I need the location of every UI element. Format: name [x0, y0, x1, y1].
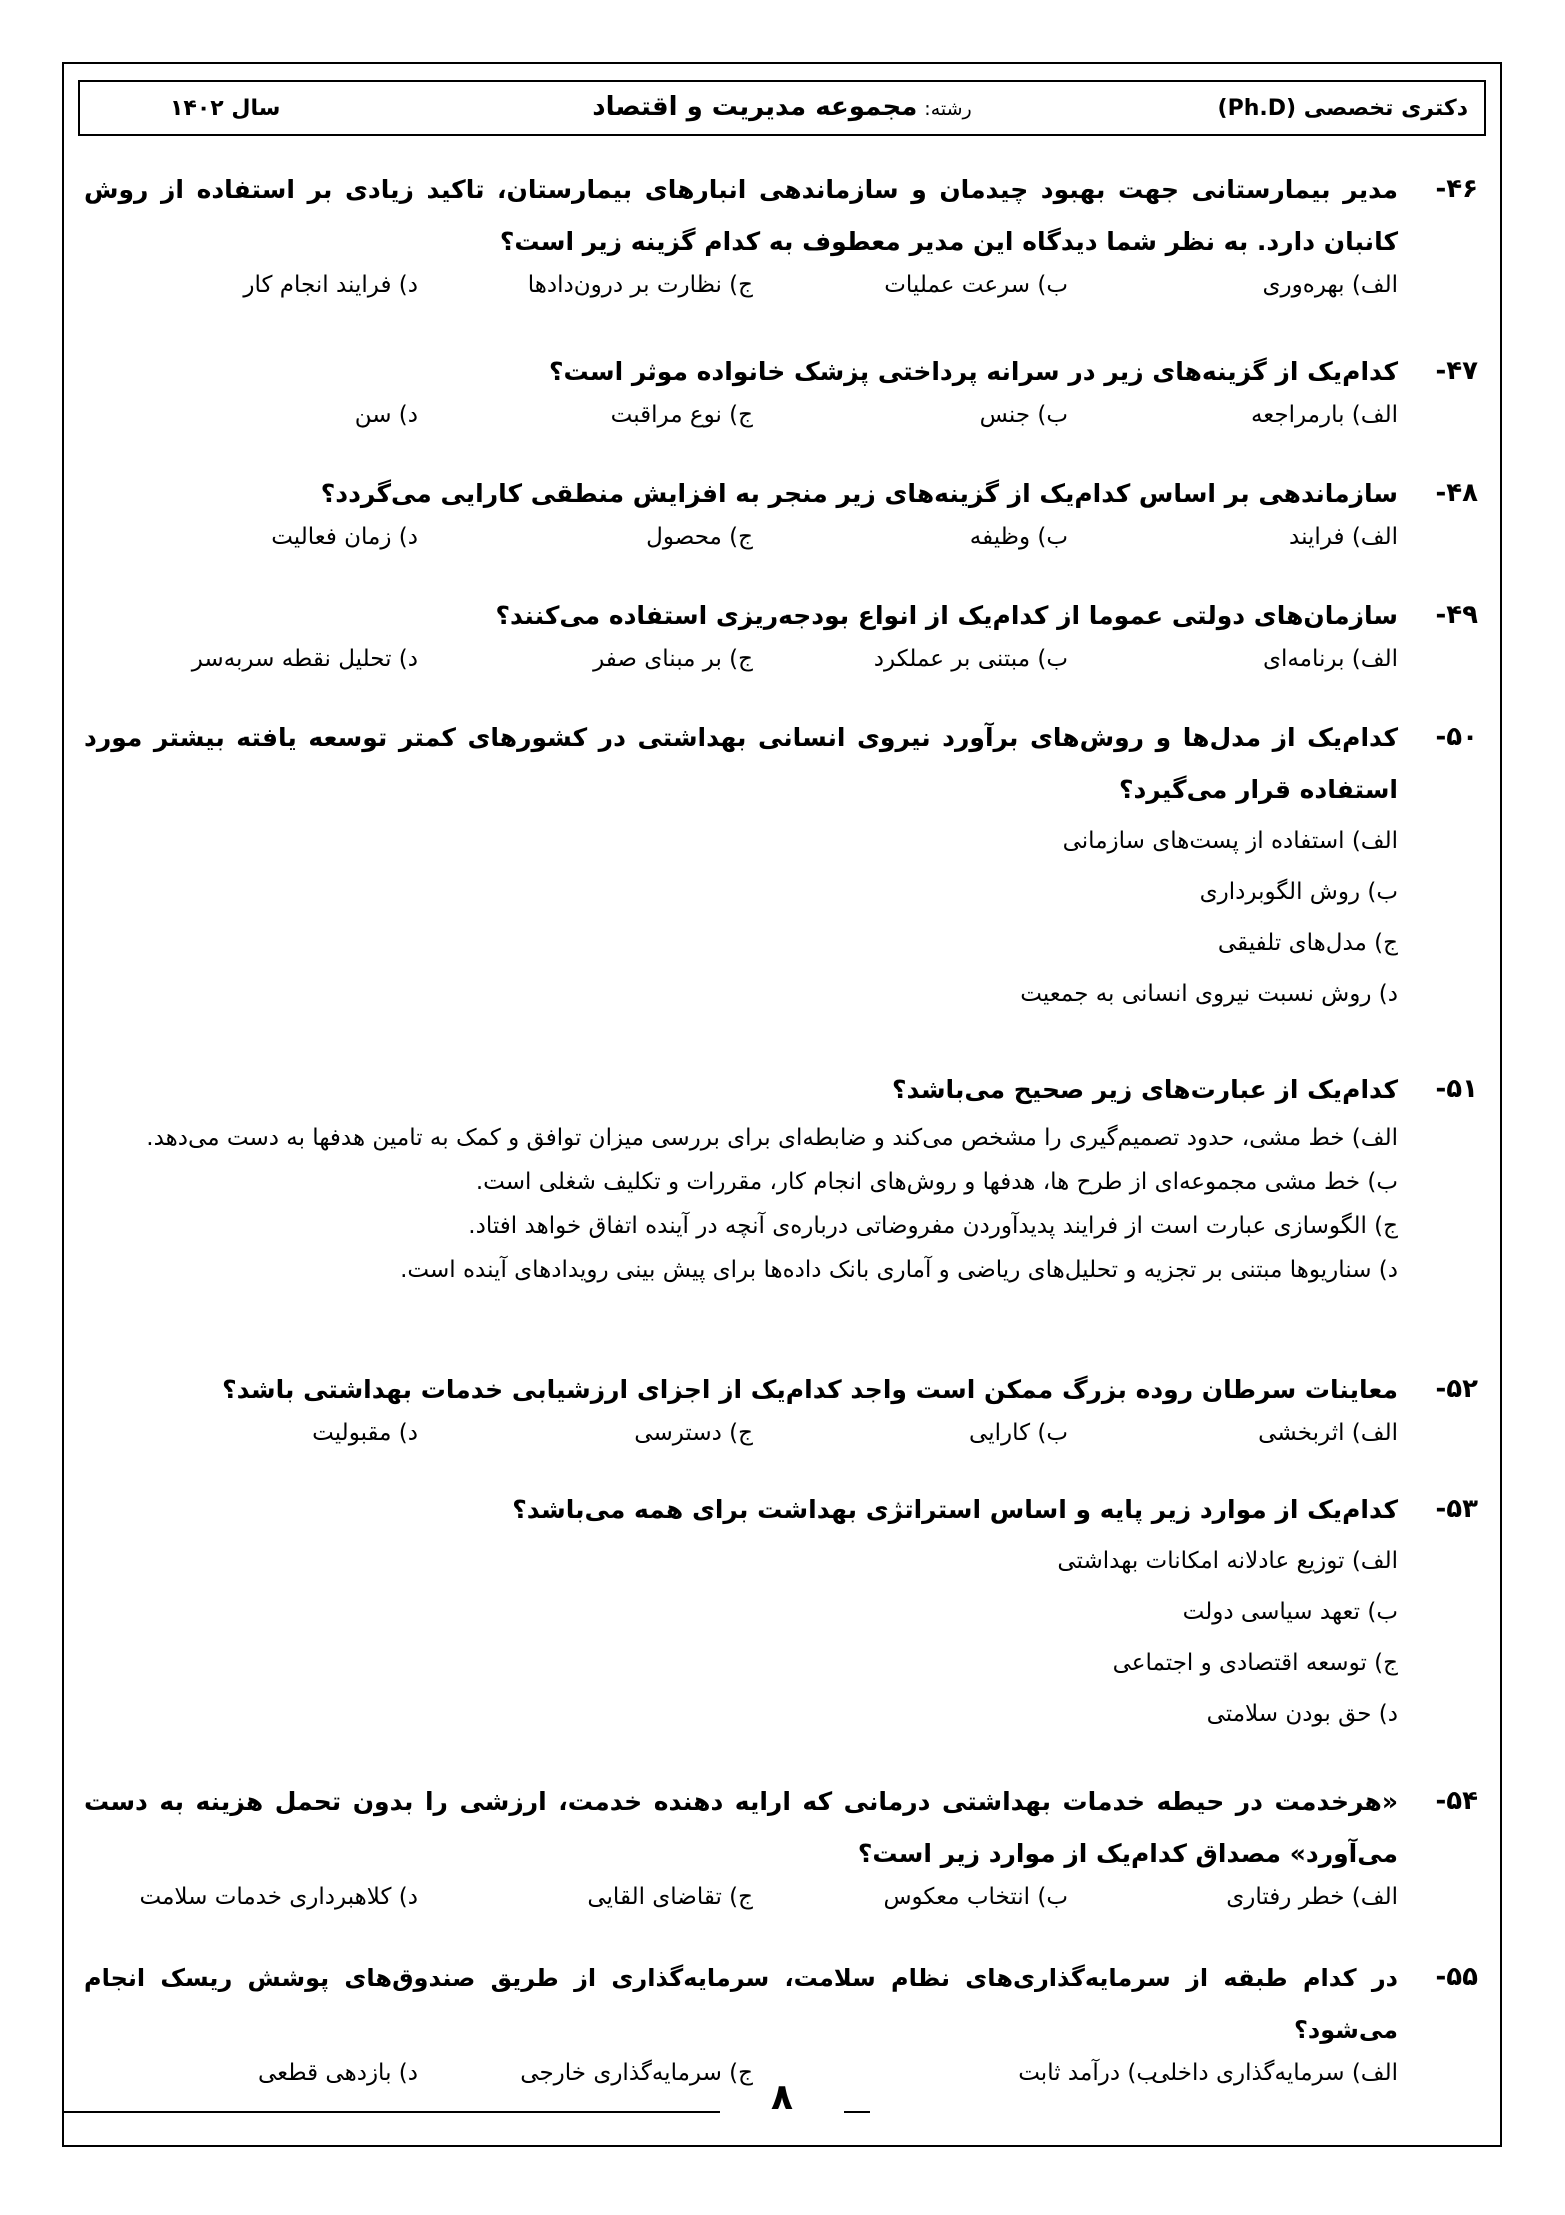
- option-c[interactable]: ج) مدل‌های تلفیقی: [1217, 930, 1398, 956]
- question-number: ۴۹-: [1435, 600, 1478, 630]
- question-number: ۵۳-: [1435, 1494, 1478, 1524]
- question-48: [84, 468, 1478, 564]
- question-number: ۴۶-: [1435, 174, 1478, 204]
- page-footer: [64, 2077, 1500, 2145]
- question-54: [84, 1776, 1478, 1924]
- option-d[interactable]: د) تحلیل نقطه سربه‌سر: [191, 646, 418, 672]
- question-53: [84, 1484, 1478, 1740]
- question-number: ۵۱-: [1435, 1074, 1478, 1104]
- option-a[interactable]: الف) خطر رفتاری: [1226, 1884, 1398, 1910]
- page-header: [78, 80, 1486, 136]
- option-a[interactable]: الف) بهره‌وری: [1262, 272, 1398, 298]
- option-b[interactable]: ب) درآمد ثابت: [1018, 2060, 1158, 2086]
- option-d[interactable]: د) فرایند انجام کار: [243, 272, 418, 298]
- option-a[interactable]: الف) بارمراجعه: [1250, 402, 1398, 428]
- option-b[interactable]: ب) انتخاب معکوس: [883, 1884, 1068, 1910]
- options: [84, 642, 1398, 686]
- question-number: ۵۰-: [1435, 722, 1478, 752]
- option-d[interactable]: د) مقبولیت: [312, 1420, 418, 1446]
- option-a[interactable]: الف) فرایند: [1289, 524, 1398, 550]
- option-a[interactable]: الف) استفاده از پست‌های سازمانی: [1062, 828, 1398, 854]
- option-b[interactable]: ب) کارایی: [969, 1420, 1068, 1446]
- option-a[interactable]: الف) سرمایه‌گذاری داخلی: [1151, 2060, 1398, 2086]
- options: [84, 1116, 1398, 1292]
- question-number: ۵۴-: [1435, 1786, 1478, 1816]
- question-text: کدام‌یک از گزینه‌های زیر در سرانه پرداختی پزشک خانواده موثر است؟: [549, 357, 1398, 386]
- question-text: سازماندهی بر اساس کدام‌یک از گزینه‌های زیر منجر به افزایش منطقی کارایی می‌گردد؟: [320, 479, 1398, 508]
- field-title: مجموعه مدیریت و اقتصاد: [592, 92, 918, 122]
- exam-field: [80, 92, 1484, 122]
- question-51: [84, 1064, 1478, 1292]
- option-a[interactable]: الف) خط مشی، حدود تصمیم‌گیری را مشخص می‌کند و ضابطه‌ای برای بررسی میزان توافق و کمک به تامین هدفها به دست می‌دهد.: [146, 1125, 1398, 1151]
- option-b[interactable]: ب) تعهد سیاسی دولت: [1182, 1599, 1398, 1625]
- option-c[interactable]: ج) سرمایه‌گذاری خارجی: [520, 2060, 753, 2086]
- options: [84, 520, 1398, 564]
- option-b[interactable]: ب) سرعت عملیات: [884, 272, 1068, 298]
- option-c[interactable]: ج) نوع مراقبت: [610, 402, 753, 428]
- option-d[interactable]: د) سناریوها مبتنی بر تجزیه و تحلیل‌های ریاضی و آماری بانک داده‌ها برای پیش بینی رویدادهای آینده است.: [400, 1257, 1398, 1283]
- question-text: مدیر بیمارستانی جهت بهبود چیدمان و سازماندهی انبارهای بیمارستان، تاکید زیادی بر استفاده از روش کانبان دارد. به نظر شما دیدگاه این مدیر معطوف به کدام گزینه زیر است؟: [84, 175, 1398, 256]
- question-text: کدام‌یک از عبارت‌های زیر صحیح می‌باشد؟: [892, 1075, 1398, 1104]
- options: [84, 1880, 1398, 1924]
- question-number: ۵۵-: [1435, 1962, 1478, 1992]
- option-c[interactable]: ج) بر مبنای صفر: [593, 646, 753, 672]
- option-c[interactable]: ج) توسعه اقتصادی و اجتماعی: [1112, 1650, 1398, 1676]
- question-text: کدام‌یک از مدل‌ها و روش‌های برآورد نیروی انسانی بهداشتی در کشورهای کمتر توسعه یافته بیشتر مورد استفاده قرار می‌گیرد؟: [84, 723, 1398, 804]
- options: [84, 398, 1398, 442]
- options: [84, 1416, 1398, 1460]
- option-b[interactable]: ب) خط مشی مجموعه‌ای از طرح ها، هدفها و روش‌های انجام کار، مقررات و تکلیف شغلی است.: [475, 1169, 1398, 1195]
- option-c[interactable]: ج) تقاضای القایی: [587, 1884, 753, 1910]
- options: [84, 1536, 1398, 1740]
- question-text: «هرخدمت در حیطه خدمات بهداشتی درمانی که ارایه دهنده خدمت، ارزشی را بدون تحمل هزینه به دست می‌آورد» مصداق کدام‌یک از موارد زیر است؟: [84, 1787, 1398, 1868]
- option-d[interactable]: د) بازدهی قطعی: [257, 2060, 418, 2086]
- question-number: ۵۲-: [1435, 1374, 1478, 1404]
- options: [84, 816, 1398, 1020]
- page-frame: [62, 62, 1502, 2147]
- page-number: ۸: [771, 2077, 793, 2118]
- question-49: [84, 590, 1478, 686]
- option-c[interactable]: ج) نظارت بر درون‌دادها: [527, 272, 753, 298]
- question-46: [84, 164, 1478, 312]
- option-d[interactable]: د) سن: [354, 402, 418, 428]
- option-d[interactable]: د) زمان فعالیت: [271, 524, 418, 550]
- option-d[interactable]: د) روش نسبت نیروی انسانی به جمعیت: [1020, 981, 1398, 1007]
- option-b[interactable]: ب) جنس: [979, 402, 1068, 428]
- question-number: ۴۷-: [1435, 356, 1478, 386]
- option-d[interactable]: د) کلاهبرداری خدمات سلامت: [139, 1884, 418, 1910]
- option-b[interactable]: ب) مبتنی بر عملکرد: [873, 646, 1068, 672]
- option-a[interactable]: الف) اثربخشی: [1258, 1420, 1398, 1446]
- option-b[interactable]: ب) روش الگوبرداری: [1199, 879, 1398, 905]
- question-52: [84, 1364, 1478, 1460]
- question-number: ۴۸-: [1435, 478, 1478, 508]
- exam-level: دکتری تخصصی (Ph.D): [1217, 96, 1468, 121]
- option-a[interactable]: الف) برنامه‌ای: [1262, 646, 1398, 672]
- question-text: کدام‌یک از موارد زیر پایه و اساس استراتژی بهداشت برای همه می‌باشد؟: [512, 1495, 1398, 1524]
- option-d[interactable]: د) حق بودن سلامتی: [1206, 1701, 1398, 1727]
- option-c[interactable]: ج) دسترسی: [634, 1420, 753, 1446]
- option-a[interactable]: الف) توزیع عادلانه امکانات بهداشتی: [1057, 1548, 1398, 1574]
- options: [84, 268, 1398, 312]
- question-47: [84, 346, 1478, 442]
- option-c[interactable]: ج) محصول: [646, 524, 753, 550]
- question-text: سازمان‌های دولتی عموما از کدام‌یک از انواع بودجه‌ریزی استفاده می‌کنند؟: [495, 601, 1398, 630]
- exam-year: سال ۱۴۰۲: [170, 96, 281, 121]
- option-b[interactable]: ب) وظیفه: [969, 524, 1068, 550]
- field-prefix: رشته:: [924, 98, 972, 120]
- option-c[interactable]: ج) الگوسازی عبارت است از فرایند پدیدآوردن مفروضاتی درباره‌ی آنچه در آینده اتفاق خواهد افتاد.: [468, 1213, 1398, 1239]
- question-text: معاینات سرطان روده بزرگ ممکن است واجد کدام‌یک از اجزای ارزشیابی خدمات بهداشتی باشد؟: [222, 1375, 1398, 1404]
- question-50: [84, 712, 1478, 1020]
- question-text: در کدام طبقه از سرمایه‌گذاری‌های نظام سلامت، سرمایه‌گذاری از طریق صندوق‌های پوشش ریسک انجام می‌شود؟: [84, 1964, 1398, 2044]
